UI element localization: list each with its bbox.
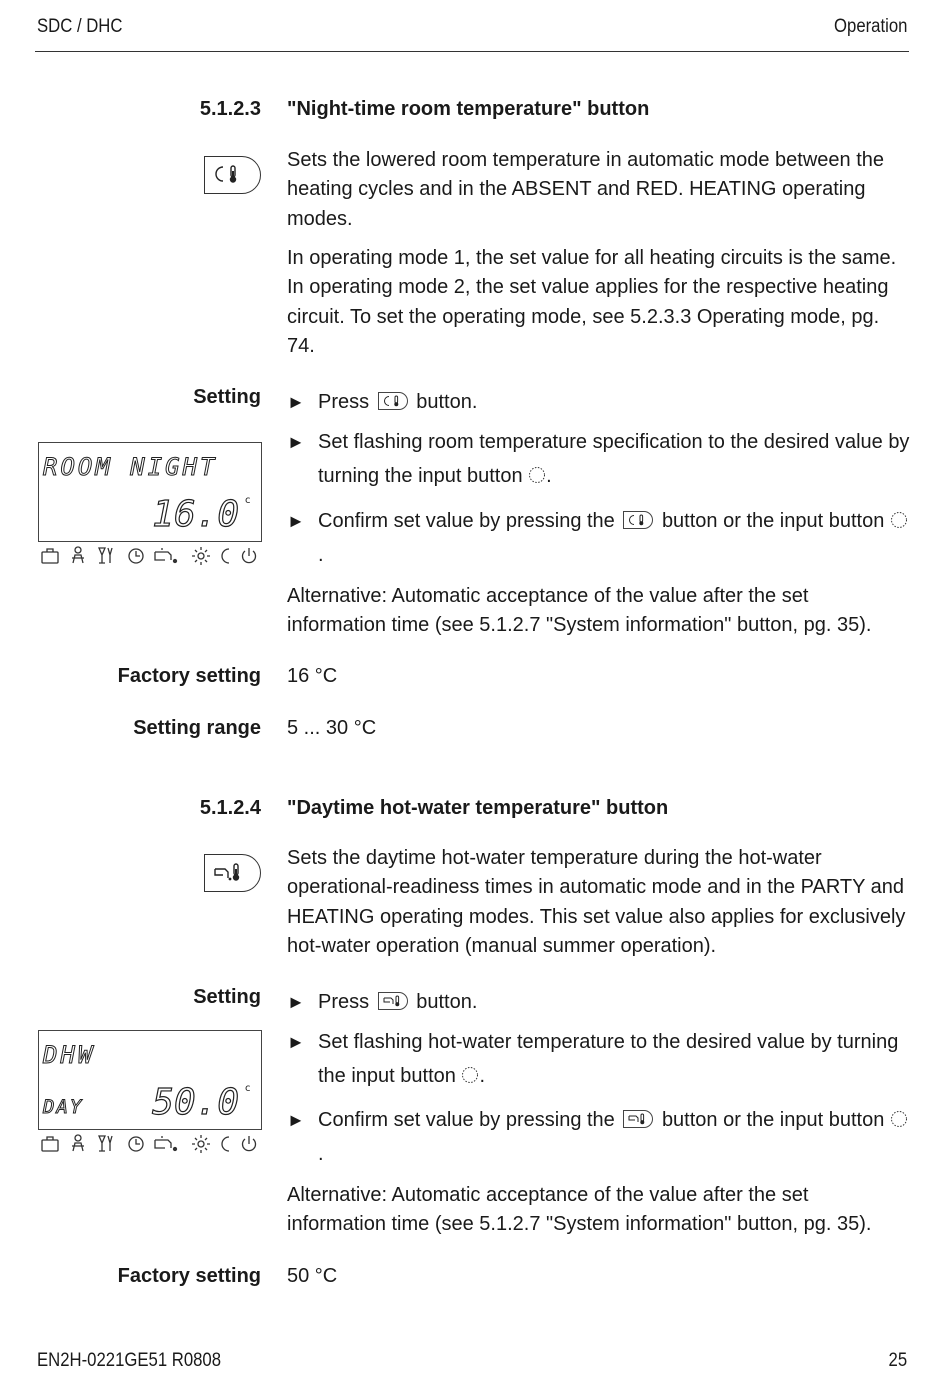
section1-range-value: 5 ... 30 °C <box>287 717 377 739</box>
party-person-icon <box>72 1135 84 1151</box>
bullet-arrow: ► <box>287 511 305 531</box>
section1-title: "Night-time room temperature" button <box>287 98 650 120</box>
section1-setting-label: Setting <box>193 386 261 408</box>
clock-icon <box>129 1137 143 1151</box>
section1-step-2: ► Set flashing room temperature specification to the desired value by turning the input button . <box>287 425 912 493</box>
moon-icon <box>222 1137 229 1151</box>
sun-icon <box>192 547 210 565</box>
section2-setting-label: Setting <box>193 986 261 1008</box>
glass-icon <box>99 1136 112 1151</box>
lcd-line1: ROOM NIGHT <box>43 453 218 481</box>
section1-alternative: Alternative: Automatic acceptance of the value after the set information time (see 5.1.2.7 "System information" button, pg. 35). <box>287 585 872 637</box>
bullet-arrow: ► <box>287 1032 305 1052</box>
moon-icon <box>222 549 229 563</box>
bullet-arrow: ► <box>287 992 305 1012</box>
power-icon <box>243 1136 256 1151</box>
section1-number: 5.1.2.3 <box>199 98 261 120</box>
power-icon <box>243 548 256 563</box>
header-rule <box>35 51 909 52</box>
section2-step-2: ► Set flashing hot-water temperature to the desired value by turning the input button . <box>287 1025 912 1093</box>
section1-step-1: ► Press button. <box>287 385 912 419</box>
lcd-display-room-night <box>38 442 262 542</box>
lcd-value: 16.0 <box>152 494 239 535</box>
bullet-arrow: ► <box>287 392 305 412</box>
section2-step-1: ► Press button. <box>287 985 912 1019</box>
section1-range-label: Setting range <box>133 717 261 739</box>
bullet-arrow: ► <box>287 1110 305 1130</box>
sun-icon <box>192 1135 210 1153</box>
dhw-temp-button-icon <box>623 1110 653 1128</box>
lcd-value: 50.0 <box>152 1082 239 1123</box>
section2-step-3: ► Confirm set value by pressing the button or the input button . <box>287 1103 912 1171</box>
section2-alternative: Alternative: Automatic acceptance of the value after the set information time (see 5.1.2.7 "System information" button, pg. 35). <box>287 1184 872 1236</box>
input-knob-icon <box>461 1066 479 1084</box>
section1-description-2: In operating mode 1, the set value for all heating circuits is the same. In operating mode 2, the set value applies for the respective heating circuit. To set the operating mode, see 5.2.3.3 Operating mode, pg. 74. <box>287 247 897 357</box>
lcd-display-dhw-day <box>38 1030 262 1130</box>
lcd-unit: c <box>245 1083 251 1094</box>
suitcase-icon <box>42 549 58 563</box>
lcd-line1: DHW <box>43 1041 96 1069</box>
section2-title: "Daytime hot-water temperature" button <box>287 797 669 819</box>
mode-icons-row <box>38 544 262 568</box>
clock-icon <box>129 549 143 563</box>
header-left: SDC / DHC <box>37 16 123 37</box>
tap-thermometer-icon <box>204 854 261 892</box>
footer-doc-id: EN2H-0221GE51 R0808 <box>37 1350 222 1371</box>
section2-factory-label: Factory setting <box>117 1265 261 1287</box>
tap-icon <box>155 1136 177 1151</box>
header-right: Operation <box>833 16 907 37</box>
section2-description-1: Sets the daytime hot-water temperature during the hot-water operational-readiness times in automatic mode and in the PARTY and HEATING operating modes. This set value also applies for exclusively hot-water operation (manual summer operation). <box>287 847 906 957</box>
section1-factory-value: 16 °C <box>287 665 338 687</box>
party-person-icon <box>72 547 84 563</box>
lcd-unit: c <box>245 495 251 506</box>
lcd-line2: DAY <box>43 1096 84 1118</box>
section2-factory-value: 50 °C <box>287 1265 338 1287</box>
section1-step-3: ► Confirm set value by pressing the button or the input button . <box>287 504 912 572</box>
glass-icon <box>99 548 112 563</box>
section1-description-1: Sets the lowered room temperature in automatic mode between the heating cycles and in the ABSENT and RED. HEATING operating modes. <box>287 149 884 230</box>
input-knob-icon <box>890 1110 908 1128</box>
section2-number: 5.1.2.4 <box>199 797 261 819</box>
moon-thermometer-icon <box>204 156 261 194</box>
bullet-arrow: ► <box>287 432 305 452</box>
page-number: 25 <box>888 1350 907 1371</box>
night-temp-button-icon <box>378 392 408 410</box>
suitcase-icon <box>42 1137 58 1151</box>
mode-icons-row <box>38 1132 262 1156</box>
dhw-temp-button-icon <box>378 992 408 1010</box>
night-temp-button-icon <box>623 511 653 529</box>
section1-factory-label: Factory setting <box>117 665 261 687</box>
tap-icon <box>155 548 177 563</box>
input-knob-icon <box>890 511 908 529</box>
input-knob-icon <box>528 466 546 484</box>
